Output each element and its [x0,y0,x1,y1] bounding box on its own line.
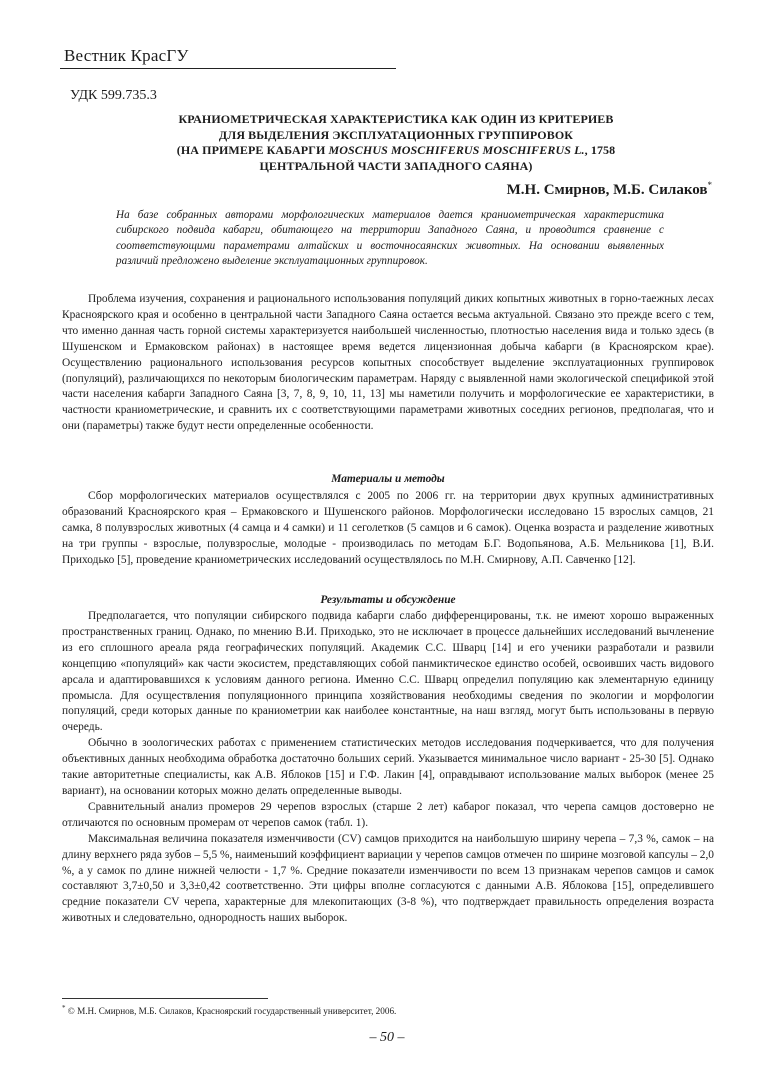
methods-paragraph: Сбор морфологических материалов осуществлялся с 2005 по 2006 гг. на территории двух крупных административных образований Красноярского края – Ермаковского и Шушенского районов. Морфологически исследовано 15 взрослых самцов, 21 самка, 8 полувзрослых животных (4 самца и 4 самки) и 11 сеголетков (5 самцов и 6 самок). Оценка возраста и разделение животных на три группы - взрослые, полувзрослые, молодые - производилась по методам Б.Г. Водопьянова, А.Б. Мельникова [1], В.И. Приходько [5], проведение краниометрических исследований осуществлялось по М.Н. Смирнову, А.П. Савченко [12]. [62,490,714,566]
udk-code: УДК 599.735.3 [70,88,157,103]
journal-name: Вестник КрасГУ [64,46,189,65]
footnote-text: © М.Н. Смирнов, М.Б. Силаков, Красноярский государственный университет, 2006. [65,1006,397,1017]
species-name: MOSCHUS MOSCHIFERUS MOSCHIFERUS L. [328,143,585,157]
authors [507,180,712,199]
article-title [86,112,706,174]
methods-heading: Материалы и методы [331,473,445,485]
results-heading: Результаты и обсуждение [320,594,456,606]
results-paragraph-2: Обычно в зоологических работах с применением статистических методов исследования подчеркивается, что для получения объективных данных необходима обработка достаточно больших серий. Указывается минимальное число вариант - 25-30 [5]. Однако такие авторитетные специалисты, как А.В. Яблоков [15] и Г.Ф. Лакин [4], оправдывают использование малых выборок (менее 25 вариант), на основании которых можно делать определенные выводы. [62,737,714,797]
author-names: М.Н. Смирнов, М.Б. Силаков [506,182,708,198]
intro-section [62,292,714,435]
title-line-1: КРАНИОМЕТРИЧЕСКАЯ ХАРАКТЕРИСТИКА КАК ОДИН ИЗ КРИТЕРИЕВ [178,112,614,126]
page-number: – 50 – [369,1030,405,1045]
footnote-rule [62,998,268,999]
title-line-3-start: (НА ПРИМЕРЕ КАБАРГИ [176,143,329,157]
author-footnote-mark: * [707,180,712,190]
title-line-3 [86,143,706,159]
results-paragraph-3: Сравнительный анализ промеров 29 черепов взрослых (старше 2 лет) кабарог показал, что черепа самцов достоверно не отличаются по основным промерам от черепов самок (табл. 1). [62,800,714,829]
results-section [62,609,714,927]
results-paragraph-1: Предполагается, что популяции сибирского подвида кабарги слабо дифференцированы, т.к. не имеют хорошо выраженных пространственных границ. Однако, по мнению В.И. Приходько, это не исключает в процессе дальнейших исследований вычленение из его сплошного ареала ряда географических популяций. Академик С.С. Шварц [14] и его ученики разработали и развили концепцию «популяций» как части экосистем, представляющих собой панмиктическое единство особей, освоивших часть видового арсала и адаптировавшихся к условиям данного региона. Именно С.С. Шварц определил популяцию как элементарную единицу промысла. Для осуществления популяционного принципа хозяйствования необходимы сведения по экологии и морфологии популяций, среди которых данные по краниометрии как наиболее константные, на наш взгляд, могут быть использованы в первую очередь. [62,610,714,734]
title-line-3-end: , 1758 [584,143,616,157]
footnote-mark: * [62,1004,66,1012]
abstract: На базе собранных авторами морфологических материалов дается краниометрическая характеристика сибирского подвида кабарги, обитающего на территории Западного Саяна, и проводится сравнение с соответствующими параметрами алтайских и восточносаянских животных. На основании выявленных различий предложено выделение эксплуатационных группировок. [116,209,664,268]
title-line-2: ДЛЯ ВЫДЕЛЕНИЯ ЭКСПЛУАТАЦИОННЫХ ГРУППИРОВОК [218,127,574,142]
results-paragraph-4: Максимальная величина показателя изменчивости (CV) самцов приходится на наибольшую ширину черепа – 7,3 %, самок – на длину верхнего ряда зубов – 5,5 %, наименьший коэффициент вариации у черепов самцов отмечен по ширине мозговой капсулы – 2,0 %, а у самок по длине нижней челюсти - 1,7 %. Средние показатели изменчивости по всем 13 признакам черепов самцов и самок составляют 3,7±0,50 и 3,3±0,42 соответственно. Эти цифры вполне согласуются с данными А.В. Яблокова [15], определившего средние показатели CV черепа, характерные для млекопитающих (3-8 %), что подтверждает правильность определения возраста животных и следовательно, однородность наших выборок. [62,832,714,925]
methods-section [62,489,714,569]
intro-paragraph: Проблема изучения, сохранения и рационального использования популяций диких копытных животных в горно-таежных лесах Красноярского края и особенно в центральной части Западного Саяна остается весьма актуальной. Связано это прежде всего с тем, что именно данная часть горной системы характеризуется наибольшей численностью, плотностью населения вида и только здесь (в Шушенском и Ермаковском районах) в настоящее время ведется лицензионная добыча кабарги (в Красноярском крае). Осуществлению рационального использования ресурсов копытных способствует выделение эксплуатационных группировок (популяций), различающихся по некоторым биологическим параметрам. Наряду с выявленной нами экологической спецификой этой части населения кабарги Западного Саяна [3, 7, 8, 9, 10, 11, 13] мы наметили получить и морфологические ее характеристики, в частности краниометрические, и сравнить их с соответствующими параметрами животных соседних регионов, предполагая, что и они (параметры) также будут нести определенные особенности. [62,293,714,433]
footnote [62,1004,396,1016]
header-rule [60,68,396,69]
title-line-4: ЦЕНТРАЛЬНОЙ ЧАСТИ ЗАПАДНОГО САЯНА) [259,158,533,173]
